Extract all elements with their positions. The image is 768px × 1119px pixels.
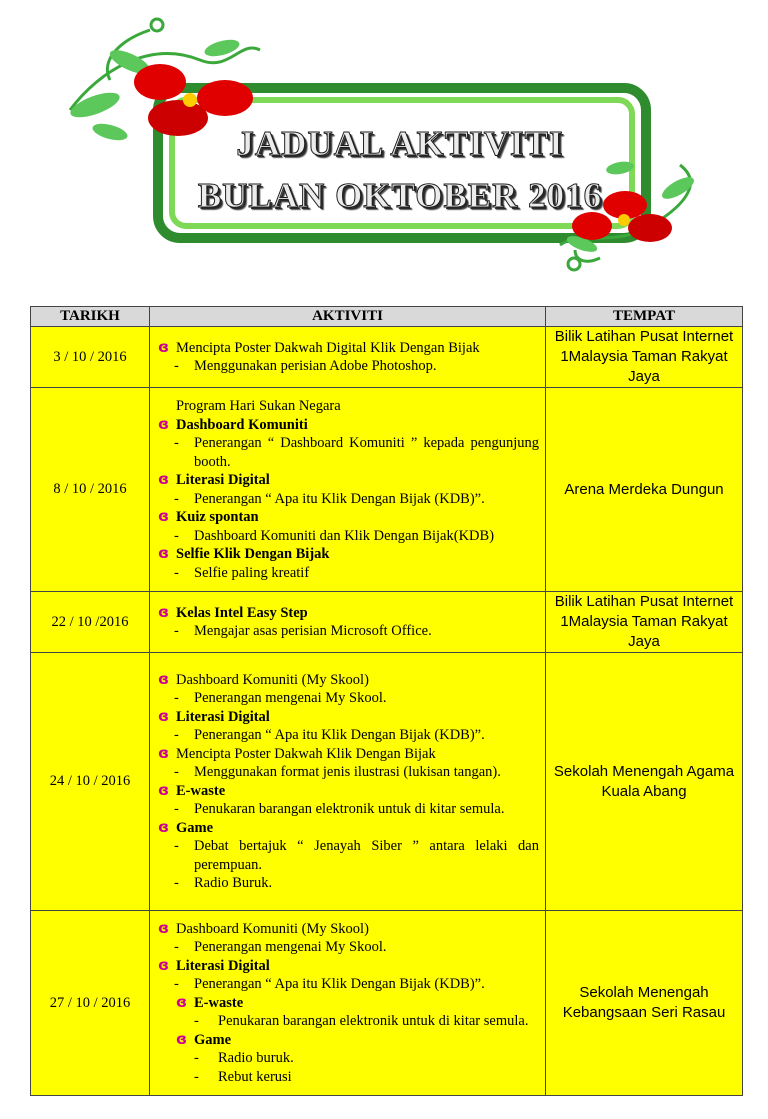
header-tempat: TEMPAT: [546, 307, 743, 327]
leaf: [91, 121, 129, 144]
row-activities: [150, 653, 546, 911]
activity-detail: - Debat bertajuk “ Jenayah Siber ” antara lelaki dan perempuan.: [156, 837, 539, 874]
row-date: 8 / 10 / 2016: [31, 388, 150, 592]
activity-bullet: ɞ Dashboard Komuniti (My Skool): [156, 671, 539, 690]
header-aktiviti: AKTIVITI: [150, 307, 546, 327]
row-activities: [150, 911, 546, 1096]
row-place: Bilik Latihan Pusat Internet 1Malaysia Taman Rakyat Jaya: [546, 592, 743, 653]
row-date: 27 / 10 / 2016: [31, 911, 150, 1096]
activity-detail: - Penerangan “ Apa itu Klik Dengan Bijak (KDB)”.: [156, 726, 539, 745]
table-header-row: [31, 307, 743, 327]
row-date: 24 / 10 / 2016: [31, 653, 150, 911]
activity-bullet: ɞ E-waste: [156, 782, 539, 801]
activity-bullet: ɞ Literasi Digital: [156, 471, 539, 490]
row-activities: [150, 388, 546, 592]
table-row: [31, 911, 743, 1096]
activity-bullet: ɞ Game: [174, 1031, 539, 1050]
activity-bullet: ɞ Dashboard Komuniti (My Skool): [156, 920, 539, 939]
activity-detail: - Menggunakan format jenis ilustrasi (lukisan tangan).: [156, 763, 539, 782]
table-row: [31, 653, 743, 911]
activity-detail: - Menggunakan perisian Adobe Photoshop.: [156, 357, 539, 376]
activity-detail: - Rebut kerusi: [156, 1068, 539, 1087]
activity-detail: - Penerangan “ Dashboard Komuniti ” kepada pengunjung booth.: [156, 434, 539, 471]
activity-detail: - Penerangan “ Apa itu Klik Dengan Bijak (KDB)”.: [156, 490, 539, 509]
row-place: Sekolah Menengah Kebangsaan Seri Rasau: [546, 911, 743, 1096]
activity-bullet: ɞ E-waste: [174, 994, 539, 1013]
activity-bullet: ɞ Kuiz spontan: [156, 508, 539, 527]
vine-curl: [151, 19, 163, 31]
row-place: Sekolah Menengah Agama Kuala Abang: [546, 653, 743, 911]
table-row: [31, 327, 743, 388]
activity-detail: - Radio buruk.: [156, 1049, 539, 1068]
activity-detail: - Dashboard Komuniti dan Klik Dengan Bijak(KDB): [156, 527, 539, 546]
table-row: [31, 388, 743, 592]
activity-bullet: ɞ Selfie Klik Dengan Bijak: [156, 545, 539, 564]
row-place: Arena Merdeka Dungun: [546, 388, 743, 592]
row-date: 3 / 10 / 2016: [31, 327, 150, 388]
activity-bullet: ɞ Literasi Digital: [156, 957, 539, 976]
row-place: Bilik Latihan Pusat Internet 1Malaysia Taman Rakyat Jaya: [546, 327, 743, 388]
activity-detail: - Penerangan mengenai My Skool.: [156, 938, 539, 957]
title-line-2: BULAN OKTOBER 2016: [197, 176, 603, 215]
activity-bullet: ɞ Literasi Digital: [156, 708, 539, 727]
activity-detail: - Penukaran barangan elektronik untuk di kitar semula.: [156, 800, 539, 819]
table-row: [31, 592, 743, 653]
activity-detail: - Penerangan “ Apa itu Klik Dengan Bijak (KDB)”.: [156, 975, 539, 994]
activity-bullet: ɞ Mencipta Poster Dakwah Klik Dengan Bijak: [156, 745, 539, 764]
activity-bullet: ɞ Kelas Intel Easy Step: [156, 604, 539, 623]
vine-curl: [568, 258, 580, 270]
activity-detail: - Penukaran barangan elektronik untuk di kitar semula.: [156, 1012, 539, 1031]
activity-heading: Program Hari Sukan Negara: [176, 398, 341, 414]
activity-detail: - Selfie paling kreatif: [156, 564, 539, 583]
header-tarikh: TARIKH: [31, 307, 150, 327]
activity-detail: - Mengajar asas perisian Microsoft Office.: [156, 622, 539, 641]
activity-detail: - Penerangan mengenai My Skool.: [156, 689, 539, 708]
activity-bullet: ɞ Dashboard Komuniti: [156, 416, 539, 435]
leaf: [659, 173, 697, 203]
title-banner: [0, 0, 768, 290]
activity-detail: - Radio Buruk.: [156, 874, 539, 893]
activity-bullet: ɞ Mencipta Poster Dakwah Digital Klik Dengan Bijak: [156, 339, 539, 358]
row-activities: [150, 327, 546, 388]
schedule-table: [30, 306, 743, 1096]
activity-bullet: ɞ Game: [156, 819, 539, 838]
row-date: 22 / 10 /2016: [31, 592, 150, 653]
title-line-1: JADUAL AKTIVITI: [236, 124, 564, 163]
row-activities: [150, 592, 546, 653]
